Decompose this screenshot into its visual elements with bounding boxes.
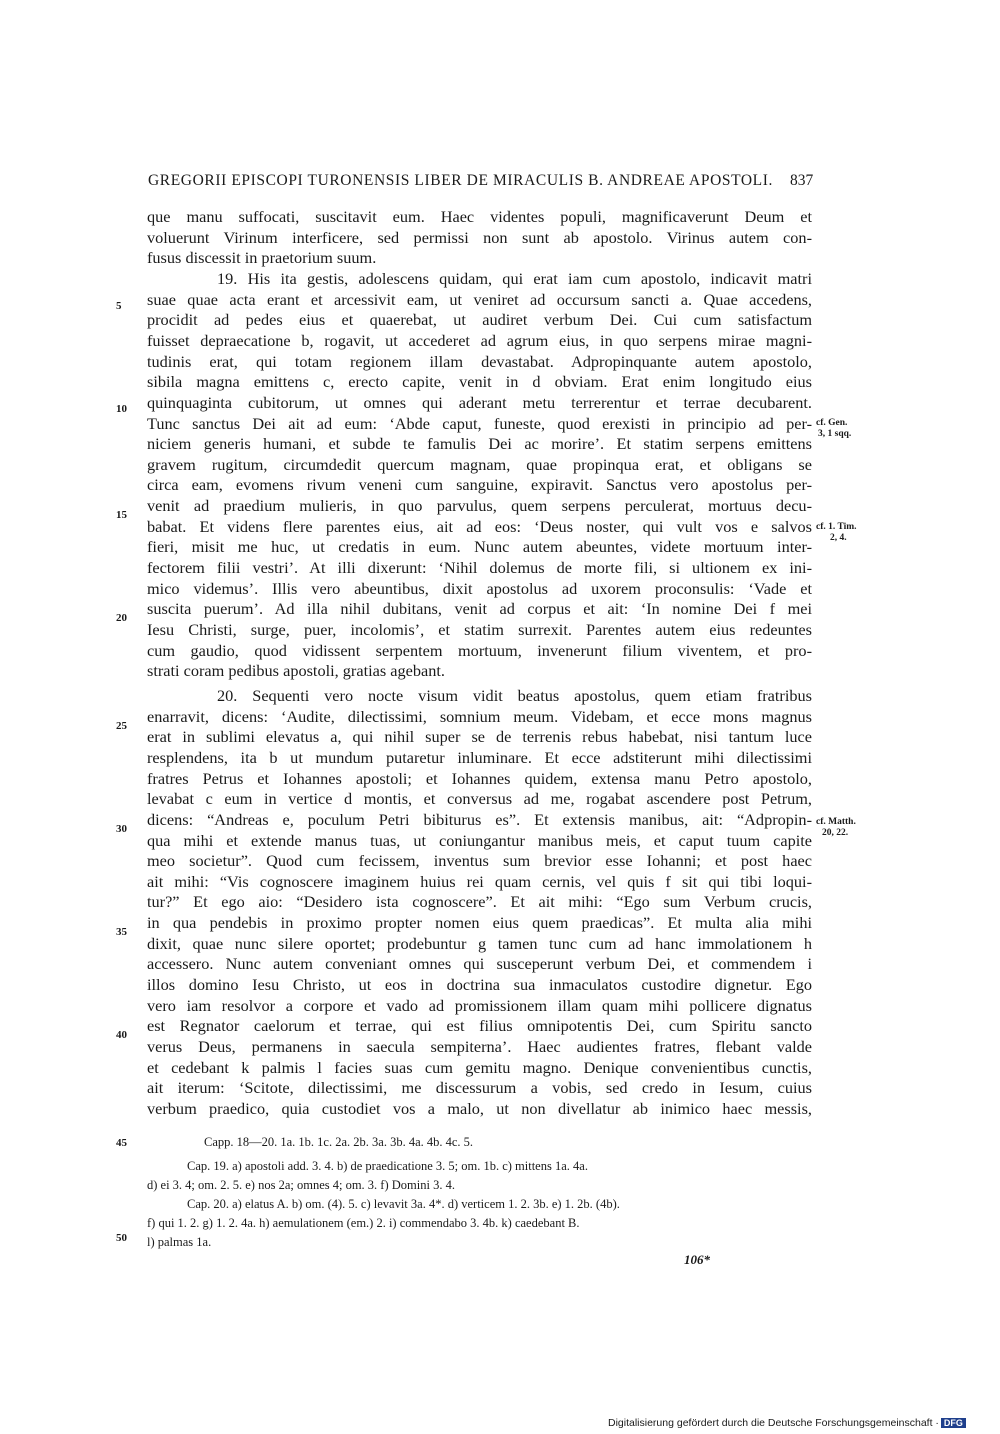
body-line: cum gaudio, quod vidissent serpentem mortuum, invenerunt filium viventem, et pro- [147, 640, 812, 660]
margin-note: cf. Gen. 3, 1 sqq. [816, 418, 852, 439]
line-number: 5 [116, 300, 122, 312]
footnote-line: Capp. 18—20. 1a. 1b. 1c. 2a. 2b. 3a. 3b. 4a. 4b. 4c. 5. [204, 1135, 474, 1149]
body-line: 20. Sequenti vero nocte visum vidit beatus apostolus, quem etiam fratribus [217, 685, 812, 705]
body-line: enarravit, dicens: ‘Audite, dilectissimi, somnium meum. Videbam, et ecce mons magnus [147, 706, 812, 726]
footnote-line: f) qui 1. 2. g) 1. 2. 4a. h) aemulationem (em.) 2. i) commendabo 3. 4b. k) caedebant B. [147, 1216, 580, 1230]
body-line: fieri, misit me huc, ut credatis in eum. Nunc autem abeuntes, videte mortuum inter- [147, 537, 812, 557]
body-line: verbum praedico, quia custodiet vos a malo, ut non divellatur ab inimico haec messis, [147, 1098, 812, 1118]
body-line: illos domino Iesu Christo, ut eos in doctrina sua inmaculatos custodire dignetur. Ego [147, 975, 812, 995]
body-line: circa eam, evomens rivum veneni cum sanguine, expiravit. Sanctus vero apostolus per- [147, 475, 812, 495]
signature-mark: 106* [684, 1252, 710, 1267]
line-number: 25 [116, 720, 127, 732]
body-line: fratres Petrus et Iohannes apostoli; et Iohannes quidem, extensa manu Petro apostolo, [147, 768, 812, 788]
body-line: fectorem filii vestri’. At illi dixerunt: ‘Nihil dolemus de morte fili, si ultionem ex ini- [147, 558, 812, 578]
body-line: 19. His ita gestis, adolescens quidam, qui erat iam cum apostolo, indicavit matri [217, 268, 812, 288]
page-number: 837 [790, 172, 814, 189]
footnote-line: Cap. 20. a) elatus A. b) om. (4). 5. c) levavit 3a. 4*. d) verticem 1. 2. 3b. e) 1. 2b. (4b). [187, 1197, 620, 1211]
body-line: resplendens, ita b ut mundum putaretur inluminare. Et ecce adstiterunt mihi dilectissimi [147, 747, 812, 767]
line-number: 45 [116, 1137, 127, 1149]
line-number: 50 [116, 1232, 127, 1244]
body-line: mico videmus’. Illis vero abeuntibus, dixit apostolus ad uxorem proconsulis: ‘Vade et [147, 578, 812, 598]
body-line: niciem generis humani, et subde te famulis Dei ac morire’. Et statim serpens emittens [147, 434, 812, 454]
body-line: venit ad praedium mulieris, in quo parvulus, quem serpens perculerat, mortuus decu- [147, 496, 812, 516]
line-number: 20 [116, 612, 127, 624]
body-line: est Regnator caelorum et terrae, qui est filius omnipotentis Dei, cum Spiritu sancto [147, 1016, 812, 1036]
body-line: procidit ad pedes eius et quaerebat, ut audiret verbum Dei. Cui cum satisfactum [147, 310, 812, 330]
body-line: fusus discessit in praetorium suum. [147, 248, 377, 268]
line-number: 35 [116, 926, 127, 938]
footer-credit [608, 1417, 966, 1429]
body-line: dixit, quae nunc silere oportet; prodebuntur g tamen tunc cum ad hanc immolationem h [147, 933, 812, 953]
body-line: voluerunt Virinum interficere, sed permissi non sunt ab apostolo. Virinus autem con- [147, 227, 812, 247]
body-line: accessero. Nunc autem conveniant omnes qui susceperunt verbum Dei, et commendem i [147, 954, 812, 974]
footnote-line: Cap. 19. a) apostoli add. 3. 4. b) de praedicatione 3. 5; om. 1b. c) mittens 1a. 4a. [187, 1159, 588, 1173]
body-line: et cedebant k palmis l facies suas cum gemitu magno. Denique convenientibus cunctis, [147, 1057, 812, 1077]
body-line: que manu suffocati, suscitavit eum. Haec videntes populi, magnificaverunt Deum et [147, 207, 812, 226]
footer-text: Digitalisierung gefördert durch die Deutsche Forschungsgemeinschaft · [608, 1417, 939, 1429]
line-number: 30 [116, 823, 127, 835]
body-line: ait mihi: “Vis cognoscere imaginem huius rei quam cernis, vel quis f sit qui tibi loqui- [147, 871, 812, 891]
body-line: levabat c eum in vertice d montis, et conversus ad me, rogabat ascendere post Petrum, [147, 789, 812, 809]
body-line: suae quae acta erant et arcessivit eam, ut veniret ad occursum sancti a. Quae accedens, [147, 289, 812, 309]
body-line: Tunc sanctus Dei ait ad eum: ‘Abde caput, funeste, quod erexisti in principio ad per- [147, 413, 812, 433]
body-line: vero iam resolvor a corpore et vado ad promissionem illam quam mihi pollicere dignatus [147, 995, 812, 1015]
body-line: ait iterum: ‘Scitote, dilectissimi, me discessurum a vobis, sed credo in Iesum, cuius [147, 1078, 812, 1098]
line-number: 15 [116, 509, 127, 521]
body-line: in qua pendebis in proximo propter nomen eius quem praedicas”. Et multa alia mihi [147, 913, 812, 933]
body-line: erat in sublimi elevatus a, qui nihil super se de terrenis rebus habebat, nisi tantum luce [147, 727, 812, 747]
body-line: sibila magna emittens c, erecto capite, venit in d obviam. Erat enim longitudo eius [147, 372, 812, 392]
margin-note: cf. Matth. 20, 22. [816, 817, 856, 838]
footnote-line: l) palmas 1a. [147, 1235, 212, 1249]
dfg-logo: DFG [941, 1418, 966, 1428]
margin-note: cf. 1. Tim. 2, 4. [816, 522, 857, 543]
body-line: qua mihi et extende manus tuas, ut coniungantur manibus meis, et caput tuum capite [147, 830, 812, 850]
body-line: babat. Et videns flere parentes eius, ait ad eos: ‘Deus noster, qui vult vos e salvos [147, 516, 812, 536]
body-line: tur?” Et ego aio: “Desidero ista cognoscere”. Et ait mihi: “Ego sum Verbum crucis, [147, 892, 812, 912]
footnote-line: d) ei 3. 4; om. 2. 5. e) nos 2a; omnes 4; om. 3. f) Domini 3. 4. [147, 1178, 455, 1192]
line-number: 10 [116, 403, 127, 415]
body-line: dicens: “Andreas e, poculum Petri bibiturus es”. Et extensis manibus, ait: “Adpropin- [147, 809, 812, 829]
line-number: 40 [116, 1029, 127, 1041]
body-line: quinquaginta cubitorum, ut omnes qui aderant metu terrerentur et terrae decubarent. [147, 392, 812, 412]
body-line: tudinis erat, qui totam regionem illam devastabat. Adpropinquante autem apostolo, [147, 351, 812, 371]
body-line: strati coram pedibus apostoli, gratias agebant. [147, 661, 445, 681]
body-line: verus Deus, permanens in saecula sempiterna’. Haec audientes fratres, flebant valde [147, 1037, 812, 1056]
body-line: Iesu Christi, surge, puer, incolomis’, et statim surrexit. Parentes autem eius redeuntes [147, 620, 812, 639]
running-title: GREGORII EPISCOPI TURONENSIS LIBER DE MIRACULIS B. ANDREAE APOSTOLI. [148, 172, 773, 189]
body-line: gravem rugitum, circumdedit quercum magnam, quae propinqua erat, et obligans se [147, 454, 812, 474]
body-line: suscita puerum’. Ad illa nihil dubitans, venit ad corpus et ait: ‘In nomine Dei f mei [147, 599, 812, 619]
running-header [0, 172, 1000, 194]
body-line: fuisset depraecatione b, rogavit, ut accederet ad agrum eius, in quo serpens mirae magni- [147, 330, 812, 350]
body-line: meo societur”. Quod cum fecissem, inventus sum brevior esse Iohanni; et post haec [147, 851, 812, 871]
